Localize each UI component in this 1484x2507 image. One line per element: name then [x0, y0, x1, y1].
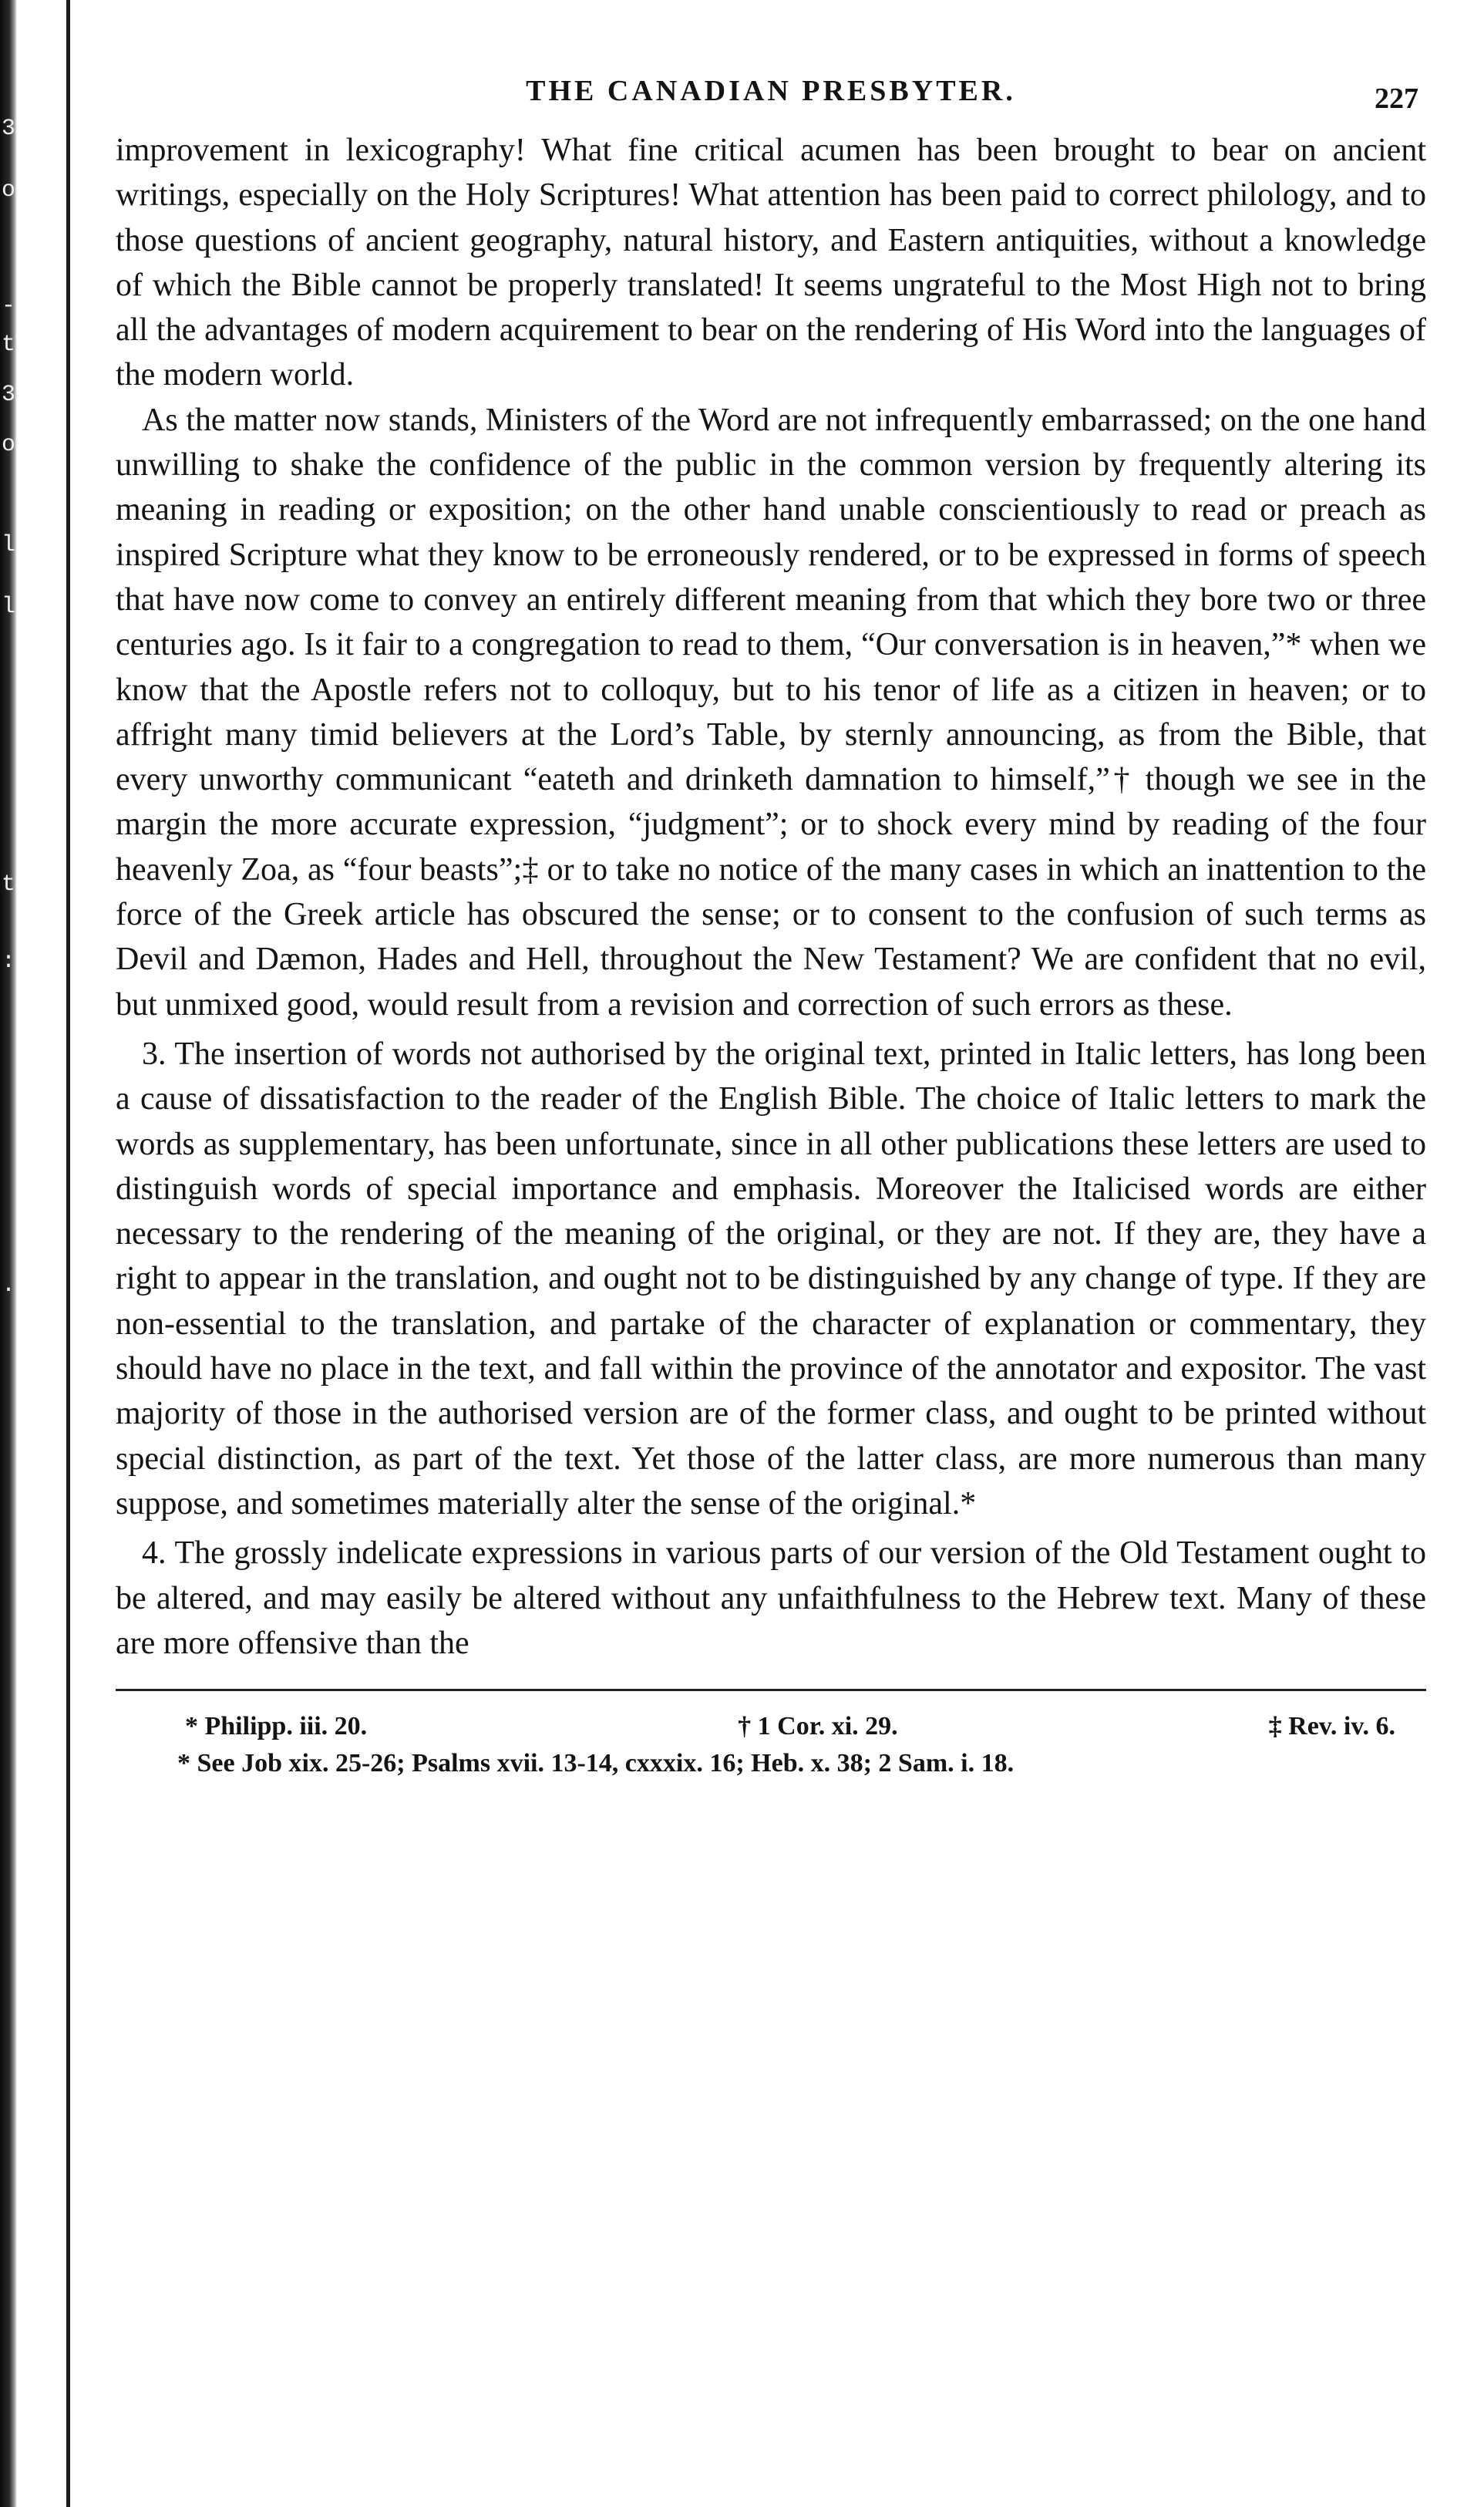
page-header [116, 62, 1426, 123]
margin-mark: 3 [2, 116, 16, 142]
paragraph: improvement in lexicography! What fine critical acumen has been brought to bear on ancient writings, especially on the Holy Scriptures! What attention has been paid to correct philology, and to those questions of ancient geography, natural history, and Eastern antiquities, without a knowledge of which the Bible cannot be properly translated! It seems ungrateful to the Most High not to bring all the advantages of modern acquirement to bear on the rendering of His Word into the languages of the modern world. [116, 133, 1426, 393]
page-number: 227 [1375, 83, 1418, 115]
footnote: * See Job xix. 25-26; Psalms xvii. 13-14, cxxxix. 16; Heb. x. 38; 2 Sam. i. 18. [177, 1749, 1015, 1778]
margin-mark: . [2, 1272, 16, 1299]
margin-mark: l [2, 594, 16, 620]
margin-marks [0, 116, 17, 1658]
margin-mark: o [2, 177, 16, 204]
margin-mark: t [2, 871, 16, 898]
footnote-rule [116, 1689, 1426, 1691]
running-title: THE CANADIAN PRESBYTER. [526, 75, 1016, 107]
paragraph: 4. The grossly indelicate expressions in various parts of our version of the Old Testament ought to be altered, and may easily be altered without any unfaithfulness to the Hebrew text. Many of these are more offensive than the [116, 1535, 1426, 1661]
margin-mark: t [2, 332, 16, 358]
margin-mark: o [2, 432, 16, 458]
margin-mark: - [2, 293, 16, 319]
margin-mark: : [2, 949, 16, 975]
paragraph: As the matter now stands, Ministers of the Word are not infrequently embarrassed; on the one hand unwilling to shake the confidence of the public in the common version by frequently altering its meaning in reading or exposition; on the other hand unable conscientiously to read or preach as inspired Scripture what they know to be erroneously rendered, or to be expressed in forms of speech that have now come to convey an entirely different meaning from that which they bore two or three centuries ago. Is it fair to a congregation to read to them, “Our conversation is in heaven,”* when we know that the Apostle refers not to colloquy, but to his tenor of life as a citizen in heaven; or to affright many timid believers at the Lord’s Table, by sternly announcing, as from the Bible, that every unworthy communicant “eateth and drinketh damnation to himself,”† though we see in the margin the more accurate expression, “judgment”; or to shock every mind by reading of the four heavenly Zoa, as “four beasts”;‡ or to take no notice of the many cases in which an inattention to the force of the Greek article has obscured the sense; or to consent to the confusion of such terms as Devil and Dæmon, Hades and Hell, throughout the New Testament? We are confident that no evil, but unmixed good, would result from a revision and correction of such errors as these. [116, 402, 1426, 1023]
footnote-row [116, 1708, 1426, 1745]
footnote: * Philipp. iii. 20. [185, 1712, 368, 1741]
gutter-rule [66, 0, 70, 2507]
page [116, 62, 1426, 1782]
footnote: † 1 Cor. xi. 29. [738, 1712, 898, 1741]
paragraph: 3. The insertion of words not authorised by the original text, printed in Italic letters, has long been a cause of dissatisfaction to the reader of the English Bible. The choice of Italic letters to mark the words as supplementary, has been unfortunate, since in all other publications these letters are used to distinguish words of special importance and emphasis. Moreover the Italicised words are either necessary to the rendering of the meaning of the original, or they are not. If they are, they have a right to appear in the translation, and ought not to be distinguished by any change of type. If they are non-essential to the translation, and partake of the character of explanation or commentary, they should have no place in the text, and fall within the province of the annotator and expositor. The vast majority of those in the authorised version are of the former class, and ought to be printed without special distinction, as part of the text. Yet those of the latter class, are more numerous than many suppose, and sometimes materially alter the sense of the original.* [116, 1036, 1426, 1521]
margin-mark: l [2, 532, 16, 558]
footnote: ‡ Rev. iv. 6. [1268, 1712, 1395, 1741]
margin-mark: 3 [2, 382, 16, 408]
footnotes [116, 1708, 1426, 1782]
body-text [116, 128, 1426, 1666]
